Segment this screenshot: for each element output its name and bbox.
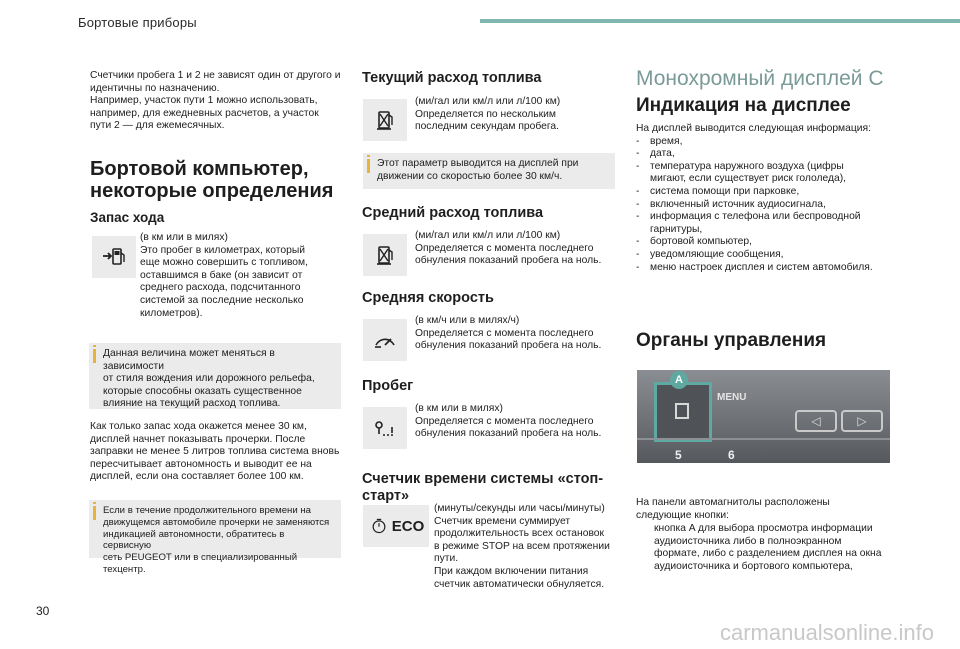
info-icon <box>93 349 96 363</box>
menu-button-label: MENU <box>717 392 747 403</box>
list-item: - уведомляющие сообщения, <box>636 249 906 262</box>
display-intro: На дисплей выводится следующая информация: <box>636 123 871 134</box>
bortovoy-computer-heading: Бортовой компьютер, некоторые определения <box>90 158 334 202</box>
list-item: - меню настроек дисплея и систем автомобиля. <box>636 262 906 275</box>
list-item: - температура наружного воздуха (цифры мигают, если существует риск гололеда), <box>636 161 906 186</box>
display-info-list <box>636 136 906 275</box>
distance-title: Пробег <box>362 378 414 394</box>
display-info-block <box>636 123 906 274</box>
current-consumption-description: (ми/гал или км/л или л/100 км) Определяется по нескольким последним секундам пробега. <box>415 96 561 133</box>
screen-mode-icon <box>675 403 689 419</box>
fuel-pump-current-icon <box>363 99 407 141</box>
distance-description: (в км или в милях) Определяется с момента последнего обнуления показаний пробега на ноль. <box>415 403 602 440</box>
list-item: - дата, <box>636 148 906 161</box>
average-speed-description: (в км/ч или в милях/ч) Определяется с момента последнего обнуления показаний пробега на ноль. <box>415 315 602 352</box>
range-title: Запас хода <box>90 210 165 225</box>
badge-a: A <box>670 371 688 389</box>
mono-display-title: Монохромный дисплей С <box>636 67 884 90</box>
list-item: - время, <box>636 136 906 149</box>
preset-6-label: 6 <box>728 448 735 462</box>
eco-label: ECO <box>391 517 425 535</box>
distance-icon <box>363 407 407 449</box>
preset-5-label: 5 <box>675 448 682 462</box>
current-consumption-title: Текущий расход топлива <box>362 70 542 86</box>
controls-item-a: кнопка A для выбора просмотра информации аудиоисточника либо в полноэкранном формате, либо с разделением дисплея на окна аудиоисточника и бортового компьютера, <box>654 523 882 572</box>
info-note-service: Если в течение продолжительного времени на движущемся автомобиле прочерки не заменяются индикацией автономности, обратитесь в сервисную сеть PEUGEOT или в специализированный техцентр. <box>89 500 341 558</box>
intro-paragraph: Счетчики пробега 1 и 2 не зависят один от другого и идентичны по назначению. Например, участок пути 1 можно использовать, например, для ежедневных расчетов, а участок пути 2 — для ежемесячных. <box>90 70 341 132</box>
average-consumption-description: (ми/гал или км/л или л/100 км) Определяется с момента последнего обнуления показаний пробега на ноль. <box>415 230 602 267</box>
eco-stop-start-icon <box>363 505 429 547</box>
info-note-range: Данная величина может меняться в зависимости от стиля вождения или дорожного рельефа, которые способны оказать существенное влияние на текущий расход топлива. <box>89 343 341 409</box>
header-rule <box>480 19 960 23</box>
range-dashes-paragraph: Как только запас хода окажется менее 30 км, дисплей начнет показывать прочерки. После заправки не менее 5 литров топлива система вновь пересчитывает автономность и выводит ее на дисплей, если она составляет более 100 км. <box>90 421 340 483</box>
controls-intro: На панели автомагнитолы расположены следующие кнопки: <box>636 497 830 521</box>
average-speed-title: Средняя скорость <box>362 290 494 306</box>
display-heading: Индикация на дисплее <box>636 95 851 116</box>
fuel-pump-range-icon <box>92 236 136 278</box>
section-label: Бортовые приборы <box>78 15 197 30</box>
range-description: (в км или в милях) Это пробег в километрах, который еще можно совершить с топливом, оставшимся в баке (он зависит от среднего расхода, подсчитанного системой за последние несколько километров). <box>140 232 308 319</box>
average-consumption-title: Средний расход топлива <box>362 205 544 221</box>
stop-start-timer-title: Счетчик времени системы «стоп- старт» <box>362 471 604 504</box>
controls-heading: Органы управления <box>636 330 827 351</box>
list-item: - бортовой компьютер, <box>636 236 906 249</box>
info-note-speed: Этот параметр выводится на дисплей при движении со скоростью более 30 км/ч. <box>363 153 615 189</box>
fuel-pump-average-icon <box>363 234 407 276</box>
right-arrow-icon: ▷ <box>841 410 883 432</box>
list-item: - информация с телефона или беспроводной гарнитуры, <box>636 211 906 236</box>
speed-gauge-icon <box>363 319 407 361</box>
button-a-highlight <box>654 382 712 442</box>
page-number: 30 <box>36 604 50 618</box>
stop-start-timer-description: (минуты/секунды или часы/минуты) Счетчик времени суммирует продолжительность всех остановок в режиме STOP на всем протяжении пути. При каждом включении питания счетчик автоматически обнуляется. <box>434 503 610 590</box>
watermark: carmanualsonline.info <box>719 620 934 645</box>
radio-panel-photo <box>637 370 890 463</box>
info-icon <box>93 506 96 520</box>
list-item: - включенный источник аудиосигнала, <box>636 199 906 212</box>
list-item: - система помощи при парковке, <box>636 186 906 199</box>
panel-divider <box>637 438 890 440</box>
left-arrow-icon: ◁ <box>795 410 837 432</box>
info-icon <box>367 159 370 173</box>
